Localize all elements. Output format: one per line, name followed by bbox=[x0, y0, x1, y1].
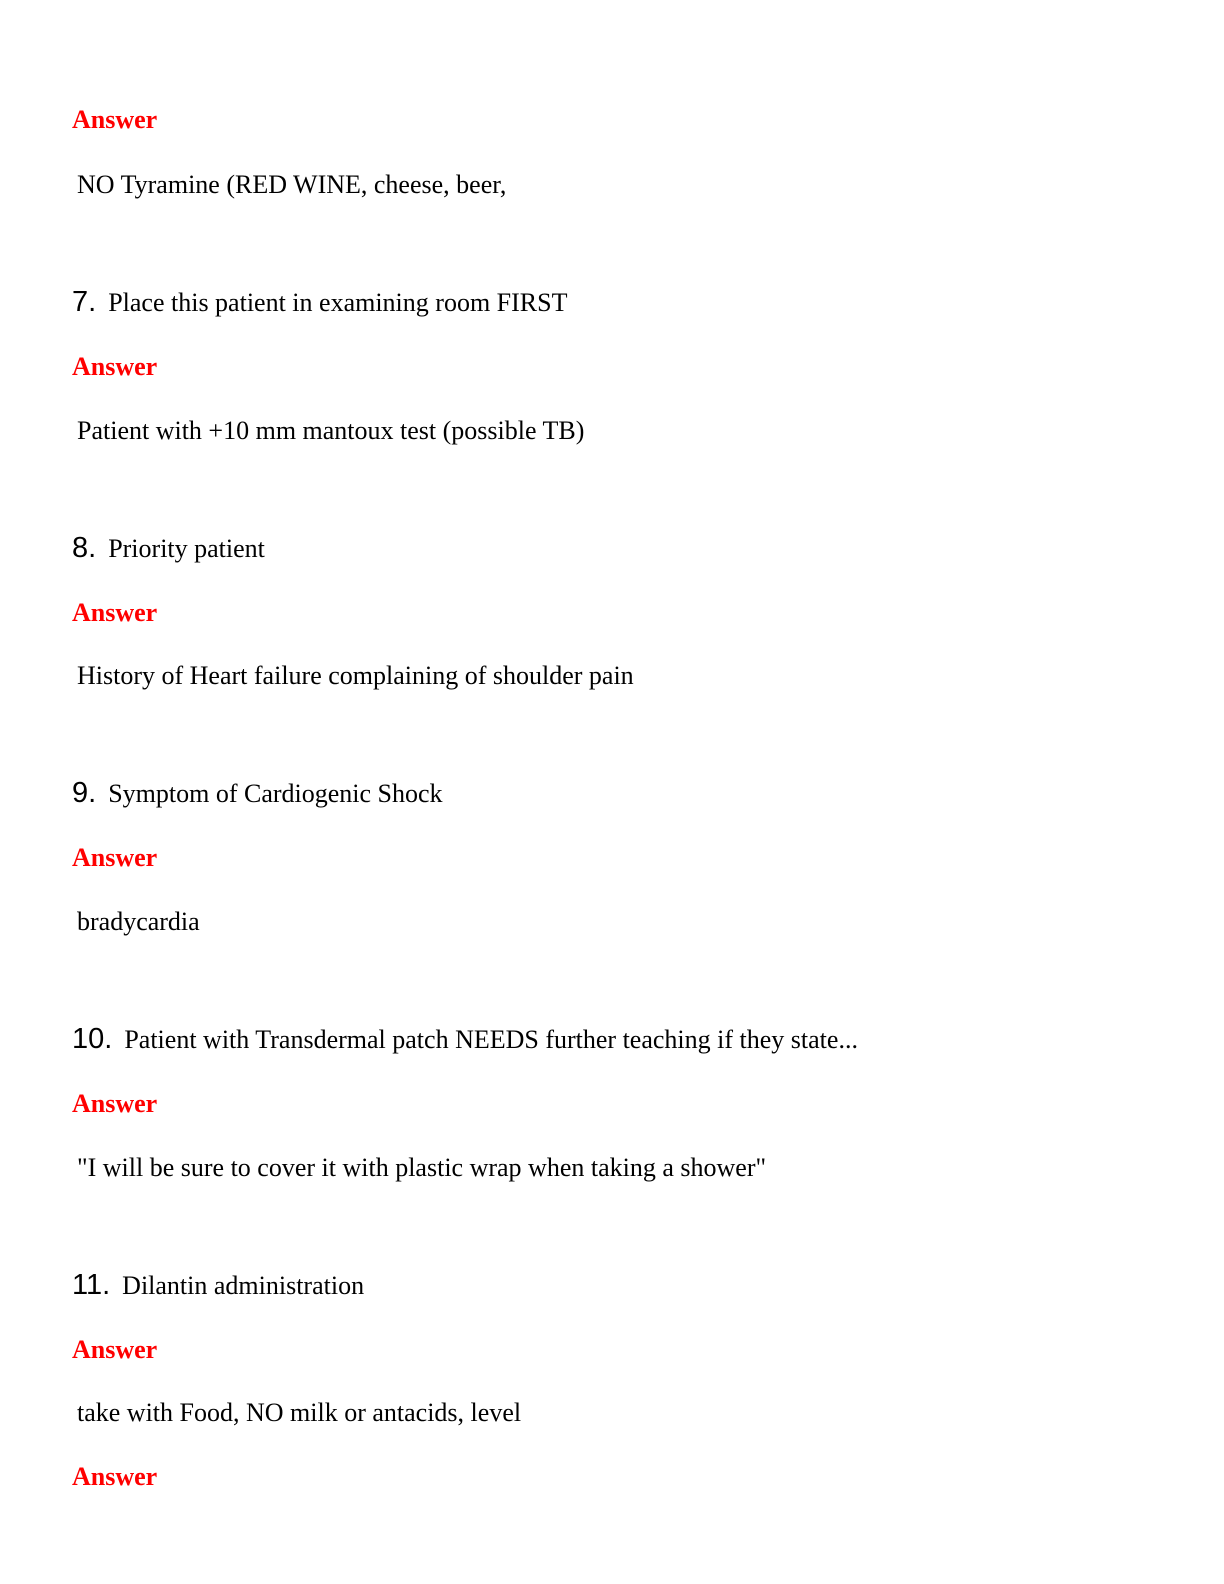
answer-text: bradycardia bbox=[77, 907, 200, 936]
answer-text: Patient with +10 mm mantoux test (possible TB) bbox=[77, 416, 585, 445]
question-text: Priority patient bbox=[108, 534, 265, 563]
question-11 bbox=[72, 1271, 364, 1300]
question-text: Symptom of Cardiogenic Shock bbox=[108, 779, 443, 808]
answer-label: Answer bbox=[72, 1089, 158, 1118]
answer-label: Answer bbox=[72, 598, 158, 627]
answer-label: Answer bbox=[72, 352, 158, 381]
answer-text: take with Food, NO milk or antacids, level bbox=[77, 1398, 522, 1427]
question-text: Place this patient in examining room FIRST bbox=[108, 288, 568, 317]
question-8 bbox=[72, 534, 265, 563]
question-number: 9. bbox=[72, 777, 97, 809]
question-text: Dilantin administration bbox=[122, 1271, 365, 1300]
answer-text: "I will be sure to cover it with plastic wrap when taking a shower" bbox=[77, 1153, 767, 1182]
question-number: 11. bbox=[72, 1269, 111, 1301]
question-10 bbox=[72, 1025, 858, 1054]
question-number: 7. bbox=[72, 286, 97, 318]
answer-label: Answer bbox=[72, 843, 158, 872]
answer-text: NO Tyramine (RED WINE, cheese, beer, bbox=[77, 170, 507, 199]
question-9 bbox=[72, 779, 443, 808]
answer-label: Answer bbox=[72, 1335, 158, 1364]
question-7 bbox=[72, 288, 567, 317]
answer-text: History of Heart failure complaining of shoulder pain bbox=[77, 661, 634, 690]
question-text: Patient with Transdermal patch NEEDS further teaching if they state... bbox=[124, 1025, 858, 1054]
question-number: 8. bbox=[72, 532, 97, 564]
answer-label: Answer bbox=[72, 105, 158, 134]
question-number: 10. bbox=[72, 1023, 113, 1055]
answer-label: Answer bbox=[72, 1462, 158, 1491]
